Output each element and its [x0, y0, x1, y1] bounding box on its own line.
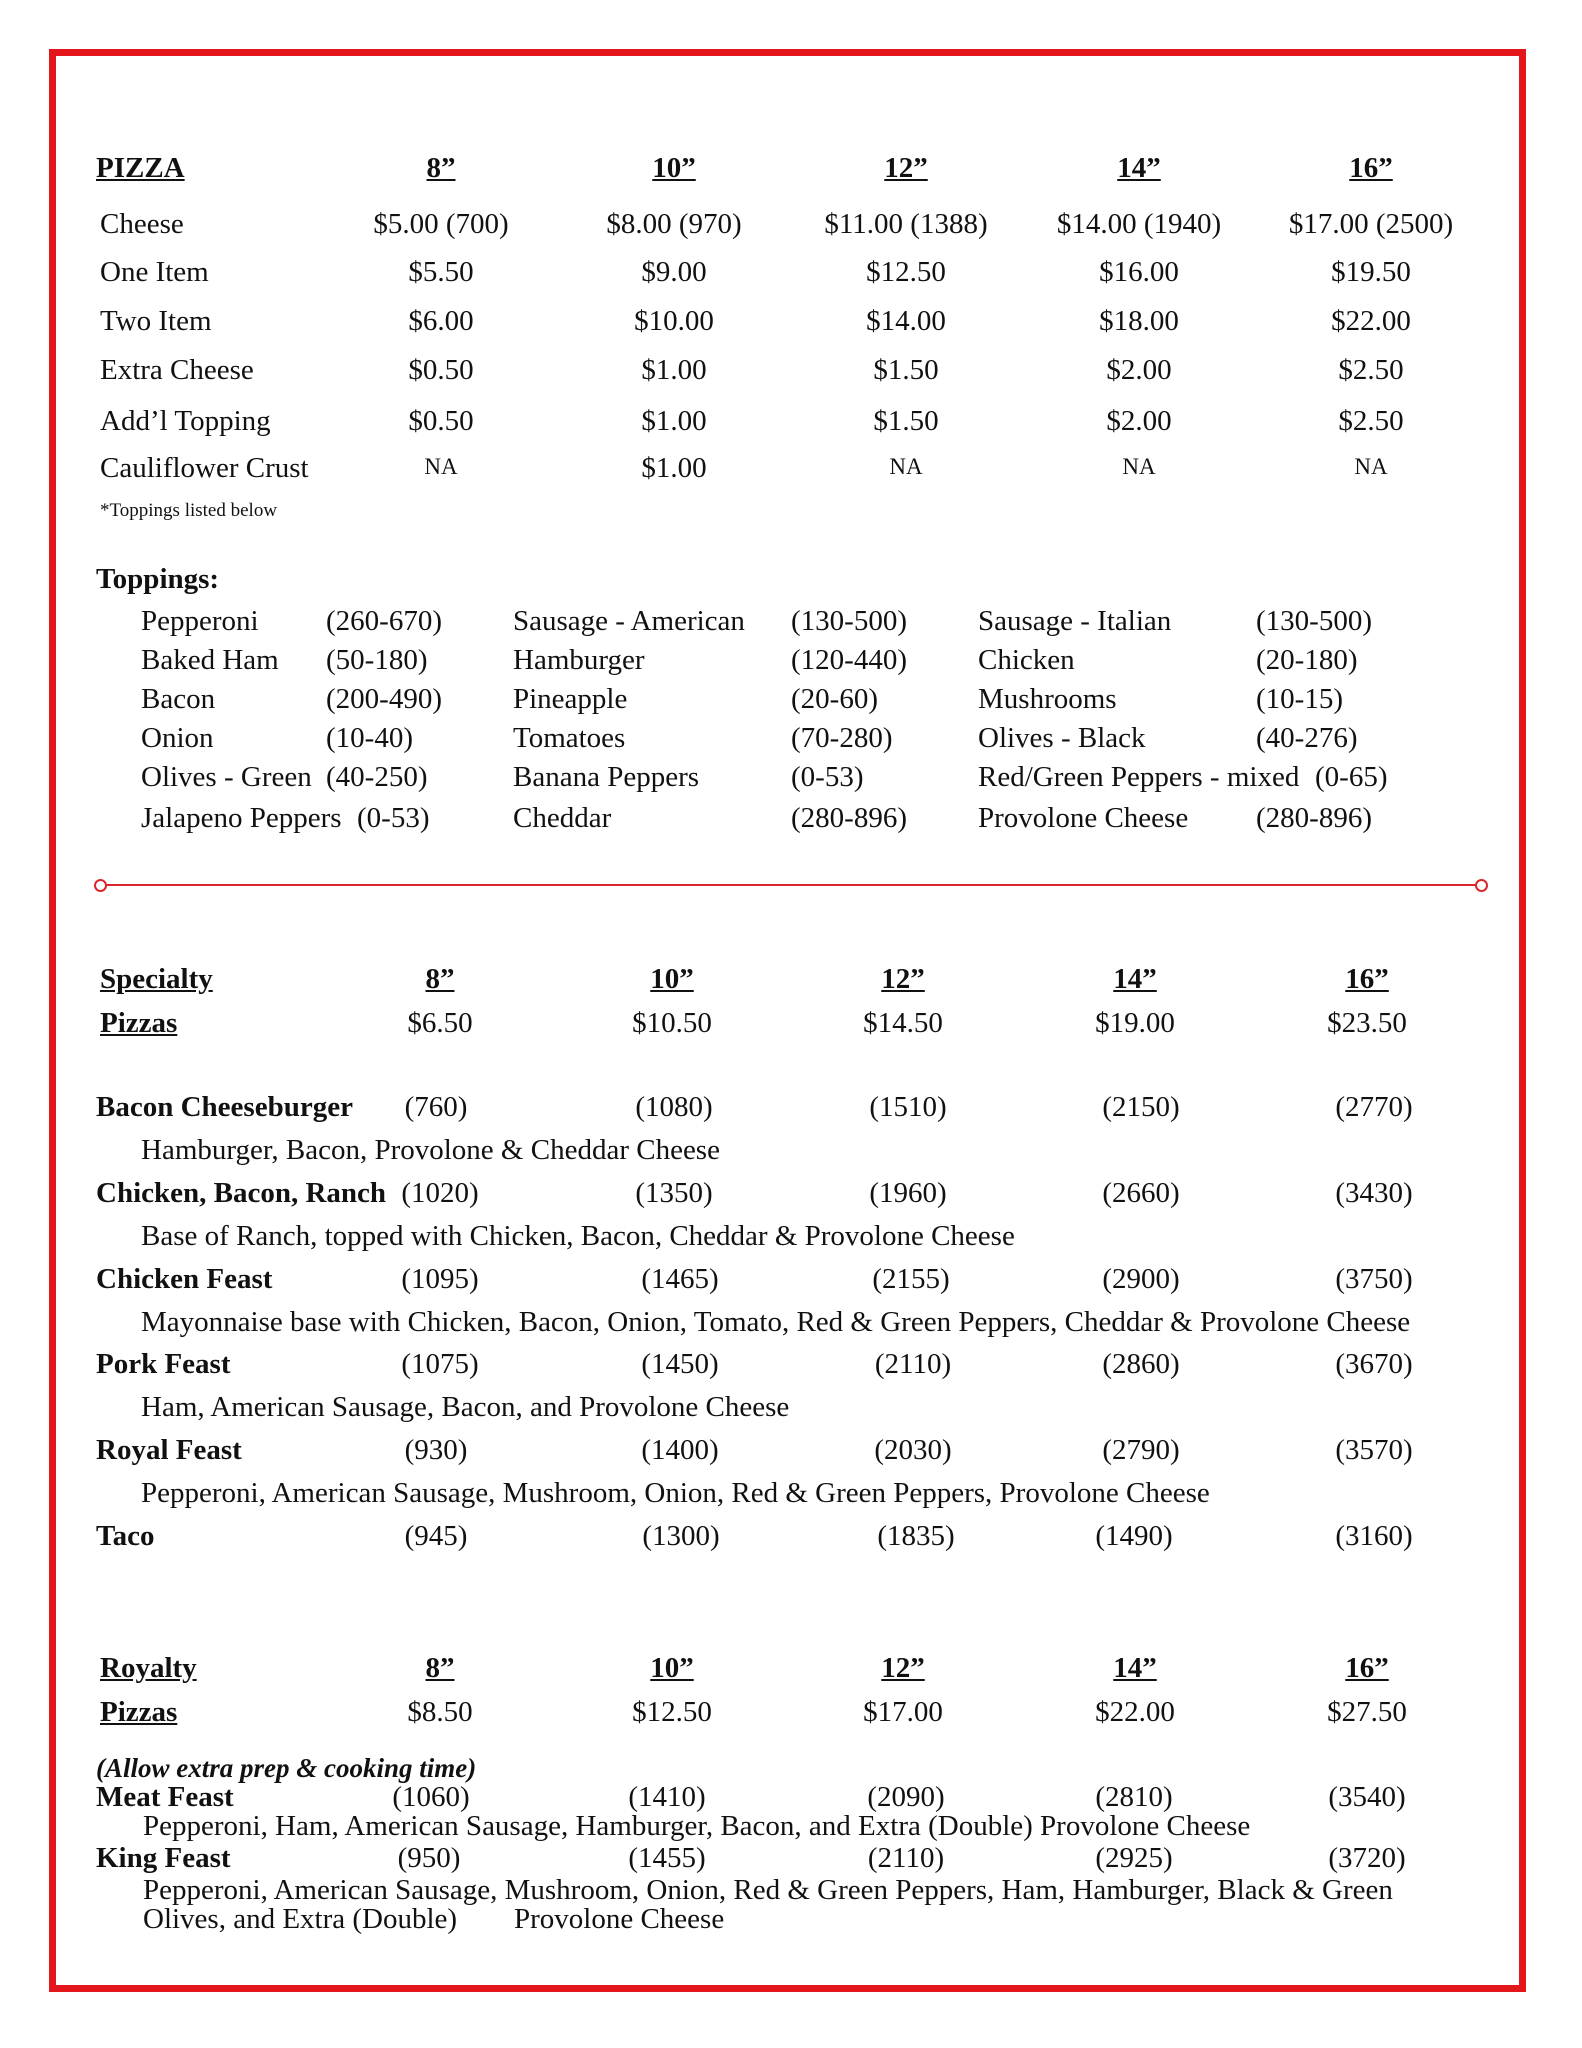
- topping-calories: (70-280): [791, 722, 893, 754]
- item-calories: (2770): [1335, 1091, 1413, 1123]
- topping-calories: (200-490): [326, 683, 442, 715]
- topping-name: Pepperoni: [141, 605, 259, 637]
- topping-calories: (40-250): [326, 761, 428, 793]
- specialty-item-name: Pork Feast: [96, 1348, 231, 1380]
- specialty-price: $14.50: [863, 1007, 943, 1039]
- item-calories: (1510): [869, 1091, 947, 1123]
- item-calories: (930): [404, 1434, 468, 1466]
- item-calories: (3160): [1335, 1520, 1413, 1552]
- item-description: Base of Ranch, topped with Chicken, Bacon, Cheddar & Provolone Cheese: [141, 1220, 1015, 1252]
- pizza-price: $5.50: [408, 256, 474, 288]
- topping-calories: (0-65): [1315, 761, 1388, 793]
- item-calories: (2810): [1095, 1781, 1173, 1813]
- item-calories: (2110): [874, 1348, 952, 1380]
- item-description-cont: Provolone Cheese: [514, 1903, 725, 1935]
- item-calories: (3540): [1328, 1781, 1406, 1813]
- item-description: Pepperoni, American Sausage, Mushroom, Onion, Red & Green Peppers, Provolone Cheese: [141, 1477, 1210, 1509]
- specialty-price: $10.50: [632, 1007, 712, 1039]
- specialty-title: Specialty: [100, 963, 213, 995]
- topping-calories: (20-180): [1256, 644, 1358, 676]
- pizza-price: $2.50: [1338, 354, 1404, 386]
- pizza-price: $17.00 (2500): [1288, 208, 1454, 240]
- topping-name: Baked Ham: [141, 644, 279, 676]
- item-description: Hamburger, Bacon, Provolone & Cheddar Cheese: [141, 1134, 720, 1166]
- item-calories: (1465): [641, 1263, 719, 1295]
- pizza-price: $1.50: [873, 405, 939, 437]
- section-divider: [98, 884, 1482, 886]
- item-calories: (2900): [1102, 1263, 1180, 1295]
- pizza-price: NA: [1122, 454, 1156, 479]
- specialty-item-name: Chicken Feast: [96, 1263, 273, 1295]
- size-header: 8”: [425, 963, 455, 995]
- size-header: 12”: [881, 963, 925, 995]
- size-header: 10”: [652, 152, 696, 184]
- item-description: Mayonnaise base with Chicken, Bacon, Onion, Tomato, Red & Green Peppers, Cheddar & Provolone Cheese: [141, 1306, 1411, 1338]
- royalty-price: $17.00: [863, 1696, 943, 1728]
- pizza-row-label: Cauliflower Crust: [100, 452, 309, 484]
- item-calories: (3720): [1328, 1842, 1406, 1874]
- size-header: 16”: [1345, 963, 1389, 995]
- pizza-price: $1.00: [641, 452, 707, 484]
- item-calories: (3670): [1335, 1348, 1413, 1380]
- topping-name: Tomatoes: [513, 722, 626, 754]
- topping-name: Hamburger: [513, 644, 645, 676]
- topping-calories: (120-440): [791, 644, 907, 676]
- specialty-price: $23.50: [1327, 1007, 1407, 1039]
- item-calories: (2790): [1102, 1434, 1180, 1466]
- item-calories: (1450): [641, 1348, 719, 1380]
- topping-name: Cheddar: [513, 802, 612, 834]
- item-calories: (1455): [628, 1842, 706, 1874]
- menu-border: [49, 49, 1526, 1992]
- pizza-price: $22.00: [1331, 305, 1411, 337]
- specialty-price: $19.00: [1095, 1007, 1175, 1039]
- toppings-note: *Toppings listed below: [100, 500, 278, 521]
- item-calories: (945): [404, 1520, 468, 1552]
- pizza-row-label: Extra Cheese: [100, 354, 254, 386]
- pizza-price: $19.50: [1331, 256, 1411, 288]
- pizza-row-label: Two Item: [100, 305, 212, 337]
- pizza-row-label: Add’l Topping: [100, 405, 271, 437]
- pizza-price: $14.00: [866, 305, 946, 337]
- pizza-price: $2.00: [1106, 405, 1172, 437]
- royalty-note: (Allow extra prep & cooking time): [96, 1753, 477, 1783]
- pizza-price: $1.50: [873, 354, 939, 386]
- pizza-price: $0.50: [408, 354, 474, 386]
- item-calories: (1410): [628, 1781, 706, 1813]
- pizza-price: NA: [1354, 454, 1388, 479]
- topping-name: Onion: [141, 722, 214, 754]
- topping-calories: (0-53): [357, 802, 430, 834]
- royalty-item-name: King Feast: [96, 1842, 231, 1874]
- pizza-price: $10.00: [634, 305, 714, 337]
- topping-calories: (260-670): [326, 605, 442, 637]
- divider-end-dot: [1475, 879, 1488, 892]
- pizza-price: $2.50: [1338, 405, 1404, 437]
- item-calories: (3430): [1335, 1177, 1413, 1209]
- topping-name: Olives - Black: [978, 722, 1146, 754]
- item-calories: (1350): [635, 1177, 713, 1209]
- topping-name: Red/Green Peppers - mixed: [978, 761, 1300, 793]
- item-calories: (1060): [392, 1781, 470, 1813]
- topping-name: Jalapeno Peppers: [141, 802, 342, 834]
- item-description: Pepperoni, Ham, American Sausage, Hamburger, Bacon, and Extra (Double) Provolone Cheese: [143, 1810, 1251, 1842]
- item-calories: (1835): [877, 1520, 955, 1552]
- topping-calories: (280-896): [1256, 802, 1372, 834]
- size-header: 14”: [1117, 152, 1161, 184]
- item-calories: (1400): [641, 1434, 719, 1466]
- pizza-row-label: One Item: [100, 256, 209, 288]
- topping-calories: (0-53): [791, 761, 864, 793]
- royalty-price: $27.50: [1327, 1696, 1407, 1728]
- topping-name: Sausage - Italian: [978, 605, 1172, 637]
- specialty-item-name: Bacon Cheeseburger: [96, 1091, 353, 1123]
- pizza-price: $1.00: [641, 405, 707, 437]
- pizza-price: $8.00 (970): [606, 208, 742, 240]
- topping-name: Sausage - American: [513, 605, 745, 637]
- divider-end-dot: [94, 879, 107, 892]
- topping-calories: (10-40): [326, 722, 413, 754]
- item-calories: (1020): [401, 1177, 479, 1209]
- item-calories: (1960): [869, 1177, 947, 1209]
- topping-calories: (50-180): [326, 644, 428, 676]
- pizza-price: $18.00: [1099, 305, 1179, 337]
- royalty-price: $12.50: [632, 1696, 712, 1728]
- item-calories: (1095): [401, 1263, 479, 1295]
- pizza-price: NA: [424, 454, 458, 479]
- item-description-cont: Olives, and Extra (Double): [143, 1903, 458, 1935]
- size-header: 16”: [1349, 152, 1393, 184]
- topping-name: Mushrooms: [978, 683, 1117, 715]
- topping-name: Chicken: [978, 644, 1075, 676]
- specialty-item-name: Chicken, Bacon, Ranch: [96, 1177, 387, 1209]
- topping-name: Olives - Green: [141, 761, 312, 793]
- specialty-subtitle: Pizzas: [100, 1007, 178, 1039]
- pizza-price: $12.50: [866, 256, 946, 288]
- item-calories: (2925): [1095, 1842, 1173, 1874]
- size-header: 8”: [426, 152, 456, 184]
- specialty-price: $6.50: [407, 1007, 473, 1039]
- item-calories: (950): [397, 1842, 461, 1874]
- topping-name: Provolone Cheese: [978, 802, 1189, 834]
- topping-name: Bacon: [141, 683, 216, 715]
- pizza-price: $14.00 (1940): [1056, 208, 1222, 240]
- royalty-price: $8.50: [407, 1696, 473, 1728]
- item-calories: (2660): [1102, 1177, 1180, 1209]
- item-calories: (2155): [872, 1263, 950, 1295]
- topping-name: Pineapple: [513, 683, 628, 715]
- pizza-price: $11.00 (1388): [824, 208, 988, 240]
- size-header: 12”: [884, 152, 928, 184]
- topping-calories: (280-896): [791, 802, 907, 834]
- royalty-price: $22.00: [1095, 1696, 1175, 1728]
- topping-calories: (40-276): [1256, 722, 1358, 754]
- item-calories: (1490): [1095, 1520, 1173, 1552]
- item-calories: (2110): [867, 1842, 945, 1874]
- item-calories: (2090): [867, 1781, 945, 1813]
- topping-calories: (130-500): [1256, 605, 1372, 637]
- pizza-title: PIZZA: [96, 152, 185, 184]
- item-calories: (1080): [635, 1091, 713, 1123]
- item-calories: (2860): [1102, 1348, 1180, 1380]
- size-header: 14”: [1113, 963, 1157, 995]
- topping-name: Banana Peppers: [513, 761, 700, 793]
- size-header: 10”: [650, 963, 694, 995]
- pizza-price: $5.00 (700): [373, 208, 509, 240]
- pizza-price: $1.00: [641, 354, 707, 386]
- item-calories: (2030): [874, 1434, 952, 1466]
- toppings-title: Toppings:: [96, 563, 220, 595]
- item-calories: (3750): [1335, 1263, 1413, 1295]
- item-calories: (3570): [1335, 1434, 1413, 1466]
- item-calories: (760): [404, 1091, 468, 1123]
- specialty-item-name: Royal Feast: [96, 1434, 242, 1466]
- item-description: Ham, American Sausage, Bacon, and Provolone Cheese: [141, 1391, 790, 1423]
- pizza-price: $9.00: [641, 256, 707, 288]
- specialty-item-name: Taco: [96, 1520, 155, 1552]
- size-header: 8”: [425, 1652, 455, 1684]
- item-description: Pepperoni, American Sausage, Mushroom, Onion, Red & Green Peppers, Ham, Hamburger, Black & Green: [143, 1874, 1393, 1906]
- topping-calories: (130-500): [791, 605, 907, 637]
- size-header: 16”: [1345, 1652, 1389, 1684]
- item-calories: (1075): [401, 1348, 479, 1380]
- pizza-price: $16.00: [1099, 256, 1179, 288]
- pizza-price: $2.00: [1106, 354, 1172, 386]
- royalty-subtitle: Pizzas: [100, 1696, 178, 1728]
- royalty-title: Royalty: [100, 1652, 197, 1684]
- size-header: 14”: [1113, 1652, 1157, 1684]
- pizza-price: NA: [889, 454, 923, 479]
- size-header: 12”: [881, 1652, 925, 1684]
- pizza-price: $0.50: [408, 405, 474, 437]
- item-calories: (2150): [1102, 1091, 1180, 1123]
- size-header: 10”: [650, 1652, 694, 1684]
- royalty-item-name: Meat Feast: [96, 1781, 234, 1813]
- topping-calories: (20-60): [791, 683, 878, 715]
- item-calories: (1300): [642, 1520, 720, 1552]
- pizza-row-label: Cheese: [100, 208, 184, 240]
- pizza-price: $6.00: [408, 305, 474, 337]
- topping-calories: (10-15): [1256, 683, 1343, 715]
